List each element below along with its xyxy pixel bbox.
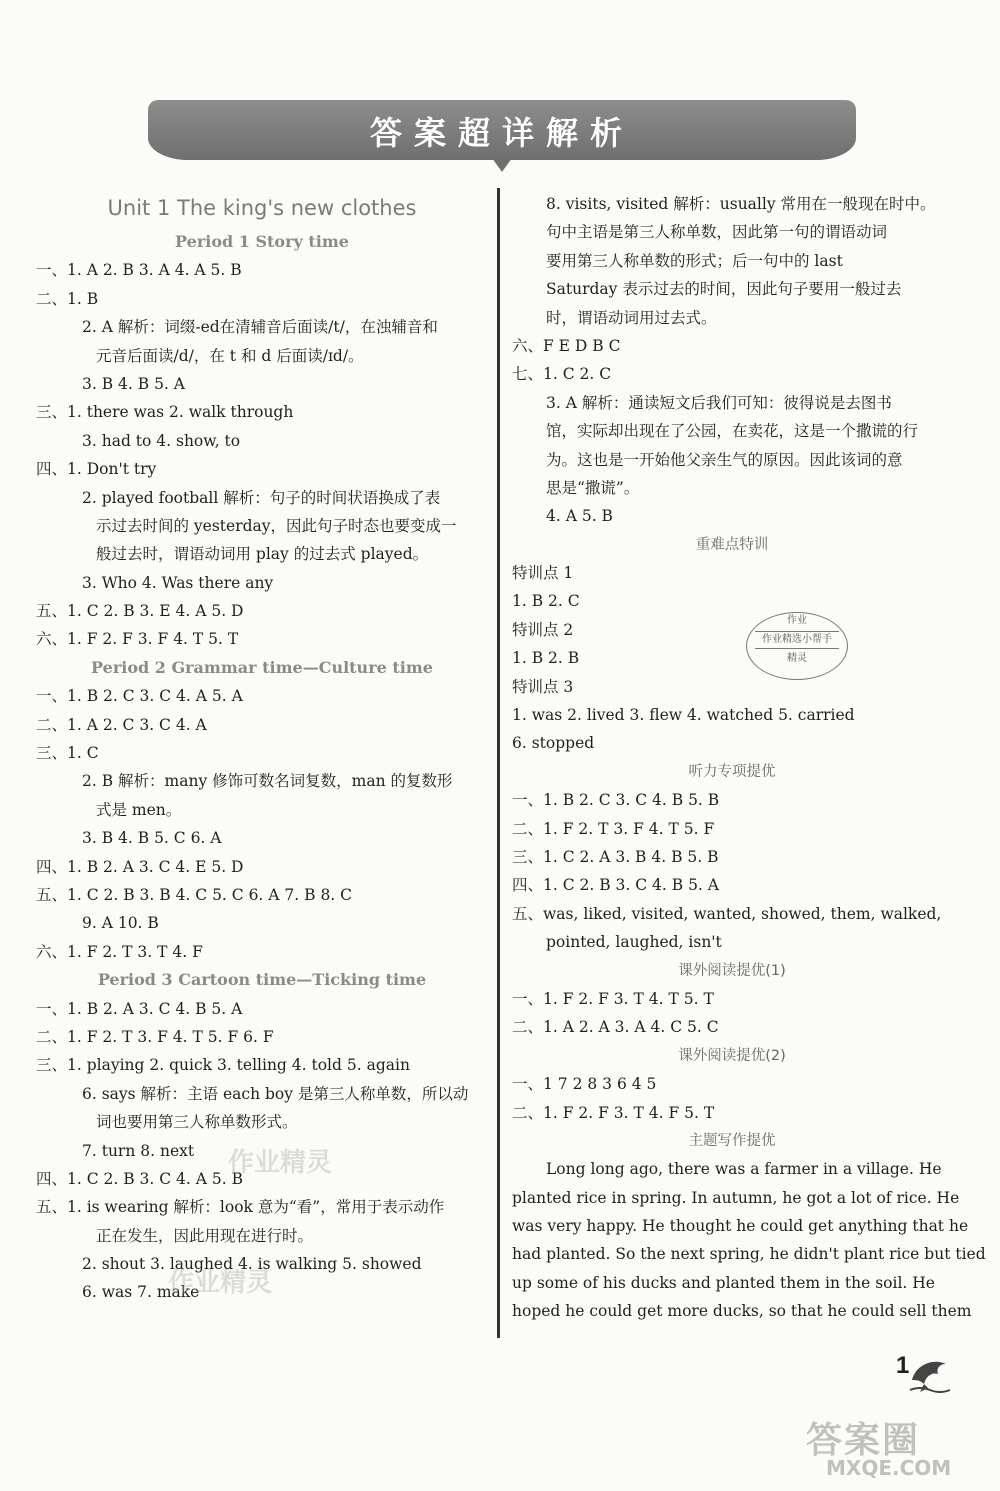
section-heading: 课外阅读提优(1) [678, 962, 786, 979]
answer-subline: 3. had to 4. show, to [82, 431, 241, 450]
answer-line: 一、1. B 2. C 3. C 4. A 5. A [36, 687, 243, 706]
answer-line: 三、1. C 2. A 3. B 4. B 5. B [512, 847, 719, 866]
answer-line: 六、1. F 2. F 3. F 4. T 5. T [36, 630, 239, 649]
answer-line: 四、1. Don't try [36, 460, 157, 479]
answer-line: had planted. So the next spring, he didn't plant rice but tied [512, 1245, 986, 1264]
answer-line: 三、1. C [36, 744, 99, 763]
answer-line: 二、1. F 2. F 3. T 4. F 5. T [512, 1103, 715, 1122]
answer-subline: 7. turn 8. next [82, 1141, 195, 1160]
answer-line: 1. was 2. lived 3. flew 4. watched 5. carried [512, 706, 855, 725]
answer-subline: 6. was 7. make [82, 1283, 200, 1302]
answer-subline: 2. shout 3. laughed 4. is walking 5. showed [82, 1255, 422, 1274]
answer-subline: 3. Who 4. Was there any [82, 573, 274, 592]
banner-pointer [492, 158, 512, 172]
section-heading: 听力专项提优 [688, 763, 776, 780]
answer-line: 四、1. C 2. B 3. C 4. B 5. A [512, 876, 719, 895]
explanation-line: 正在发生，因此用现在进行时。 [96, 1226, 314, 1245]
answer-line: 一、1. B 2. A 3. C 4. B 5. A [36, 999, 243, 1018]
faint-watermark: 作业精灵 [228, 1148, 333, 1178]
answer-line: 二、1. A 2. A 3. A 4. C 5. C [512, 1018, 719, 1037]
page-title: 答案超详解析 [369, 114, 634, 152]
answer-subline: 8. visits, visited 解析：usually 常用在一般现在时中。 [546, 195, 936, 213]
answer-line: 三、1. playing 2. quick 3. telling 4. told 5. again [36, 1056, 410, 1075]
page-number: 1 [896, 1352, 910, 1379]
section-heading: 主题写作提优 [688, 1132, 776, 1149]
section-heading: 重难点特训 [695, 536, 769, 553]
explanation-line: 时，谓语动词用过去式。 [546, 308, 717, 327]
answer-line: 二、1. F 2. T 3. F 4. T 5. F [512, 819, 715, 838]
answer-line: 二、1. A 2. C 3. C 4. A [36, 715, 207, 734]
answer-line: 五、1. C 2. B 3. B 4. C 5. C 6. A 7. B 8. C [36, 885, 353, 904]
stamp-middle-text: 作业精选小帮手 [755, 631, 839, 649]
answer-line: 五、was, liked, visited, wanted, showed, them, walked, [512, 904, 942, 923]
answer-subline: Long long ago, there was a farmer in a village. He [546, 1160, 942, 1179]
answer-line: 6. stopped [512, 734, 595, 753]
stamp-logo [746, 612, 848, 680]
period-heading: Period 3 Cartoon time—Ticking time [97, 970, 427, 990]
explanation-line: 为。这也是一开始他父亲生气的原因。因此该词的意 [546, 450, 903, 469]
answer-line: 一、1 7 2 8 3 6 4 5 [512, 1075, 657, 1094]
explanation-line: Saturday 表示过去的时间，因此句子要用一般过去 [546, 280, 902, 299]
answer-subline: 3. B 4. B 5. A [82, 374, 185, 393]
watermark-url: MXQE.COM [826, 1456, 952, 1480]
answer-line: 六、1. F 2. T 3. T 4. F [36, 942, 203, 961]
answer-line: 五、1. C 2. B 3. E 4. A 5. D [36, 602, 244, 621]
explanation-line: 句中主语是第三人称单数，因此第一句的谓语动词 [546, 223, 888, 242]
answer-line: was very happy. He thought he could get anything that he [512, 1217, 969, 1236]
explanation-line: 词也要用第三人称单数形式。 [96, 1113, 298, 1132]
right-column [512, 190, 986, 1326]
answer-subline: 2. played football 解析：句子的时间状语换成了表 [82, 488, 441, 507]
explanation-line: 思是“撒谎”。 [546, 478, 640, 497]
answer-line: 二、1. F 2. T 3. F 4. T 5. F 6. F [36, 1027, 274, 1046]
answer-subline: 4. A 5. B [546, 507, 613, 526]
answer-subline: 3. B 4. B 5. C 6. A [82, 829, 222, 848]
explanation-line: 示过去时间的 yesterday，因此句子时态也要变成一 [96, 516, 457, 535]
explanation-line: 馆，实际却出现在了公园，在卖花，这是一个撒谎的行 [546, 422, 919, 441]
answer-line: planted rice in spring. In autumn, he got a lot of rice. He [512, 1188, 960, 1207]
answer-line: 四、1. B 2. A 3. C 4. E 5. D [36, 857, 244, 876]
stamp-bottom-text: 精灵 [787, 653, 807, 664]
column-divider [497, 188, 500, 1338]
answer-subline: 2. B 解析：many 修饰可数名词复数，man 的复数形 [82, 772, 453, 791]
section-heading: 课外阅读提优(2) [678, 1047, 786, 1064]
explanation-line: pointed, laughed, isn't [546, 933, 722, 952]
answer-line: 六、F E D B C [512, 336, 621, 355]
answer-line: 特训点 2 [512, 620, 574, 639]
explanation-line: 要用第三人称单数的形式；后一句中的 last [546, 251, 843, 270]
explanation-line: 元音后面读/d/，在 t 和 d 后面读/ɪd/。 [96, 346, 364, 365]
unit-title: Unit 1 The king's new clothes [107, 196, 417, 220]
dolphin-icon [906, 1350, 952, 1396]
answer-subline: 6. says 解析：主语 each boy 是第三人称单数，所以动 [82, 1084, 469, 1103]
period-heading: Period 1 Story time [175, 232, 349, 251]
answer-line: hoped he could get more ducks, so that he could sell them [512, 1302, 972, 1321]
watermark-logo: 答案圈 [806, 1420, 921, 1461]
answer-subline: 2. A 解析：词缀-ed在清辅音后面读/t/，在浊辅音和 [82, 318, 438, 337]
answer-subline: 3. A 解析：通读短文后我们可知：彼得说是去图书 [546, 393, 892, 412]
explanation-line: 般过去时，谓语动词用 play 的过去式 played。 [96, 545, 429, 564]
answer-line: 特训点 3 [512, 677, 574, 696]
period-heading: Period 2 Grammar time—Culture time [91, 657, 433, 677]
answer-subline: 9. A 10. B [82, 914, 159, 933]
answer-line: 二、1. B [36, 289, 99, 308]
answer-line: 一、1. A 2. B 3. A 4. A 5. B [36, 261, 242, 280]
left-column [36, 190, 488, 1307]
answer-line: 一、1. F 2. F 3. T 4. T 5. T [512, 989, 714, 1008]
answer-line: up some of his ducks and planted them in the soil. He [512, 1273, 935, 1292]
answer-line: 特训点 1 [512, 564, 574, 583]
answer-line: 1. B 2. C [512, 592, 580, 611]
answer-line: 五、1. is wearing 解析：look 意为“看”，常用于表示动作 [36, 1198, 445, 1217]
answer-line: 七、1. C 2. C [512, 365, 612, 384]
explanation-line: 式是 men。 [96, 800, 182, 819]
answer-line: 四、1. C 2. B 3. C 4. A 5. B [36, 1169, 243, 1188]
faint-watermark: 作业精灵 [168, 1268, 273, 1298]
answer-line: 三、1. there was 2. walk through [36, 403, 294, 422]
answer-line: 一、1. B 2. C 3. C 4. B 5. B [512, 791, 720, 810]
stamp-top-text: 作业 [787, 615, 807, 626]
answer-line: 1. B 2. B [512, 649, 580, 668]
